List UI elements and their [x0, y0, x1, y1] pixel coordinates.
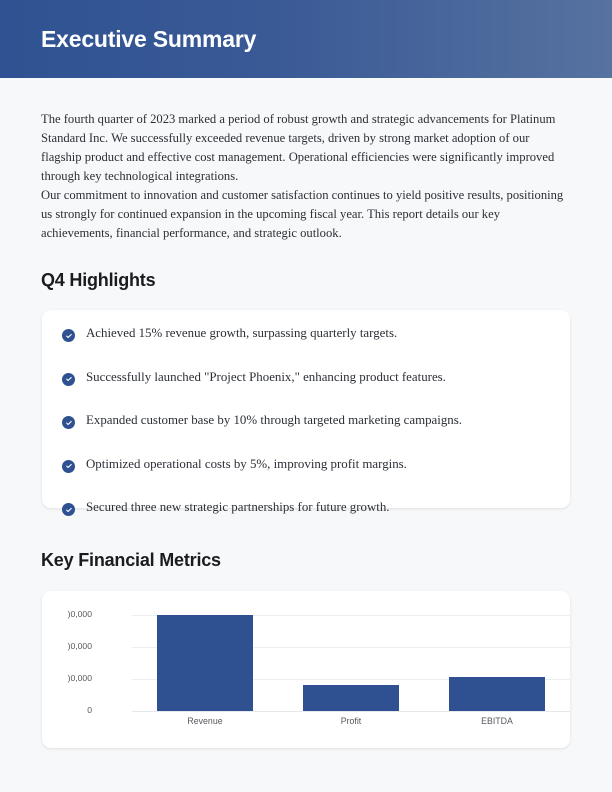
intro-text-block — [41, 110, 573, 243]
chart-baseline — [132, 711, 570, 712]
check-circle-icon — [62, 416, 75, 429]
page-header — [0, 0, 612, 78]
intro-paragraph-1: The fourth quarter of 2023 marked a period of robust growth and strategic advancements for Platinum Standard Inc. We successfully exceeded revenue targets, driven by strong market adoption of our flagship product and effective cost management. Operational efficiencies were significantly improved through key technological integrations. — [41, 112, 556, 183]
list-item-label: Successfully launched "Project Phoenix," enhancing product features. — [86, 369, 446, 384]
list-item — [42, 412, 570, 456]
list-item — [42, 499, 570, 543]
chart-y-tick-label: 0 — [87, 705, 92, 715]
list-item-label: Optimized operational costs by 5%, improving profit margins. — [86, 456, 407, 471]
highlights-list — [42, 325, 570, 543]
page-title: Executive Summary — [41, 25, 257, 52]
chart-x-tick-label: Profit — [340, 716, 362, 726]
chart-bar — [449, 677, 545, 711]
chart-x-tick-label: Revenue — [187, 716, 223, 726]
highlights-heading: Q4 Highlights — [41, 270, 156, 290]
intro-paragraph-2: Our commitment to innovation and customer satisfaction continues to yield positive results, positioning us strongly for continued expansion in the upcoming fiscal year. This report details our key achievements, financial performance, and strategic outlook. — [41, 188, 564, 240]
check-circle-icon — [62, 460, 75, 473]
chart-y-tick-label: )0,000 — [67, 673, 92, 683]
list-item — [42, 325, 570, 369]
chart-x-tick-label: EBITDA — [481, 716, 513, 726]
list-item — [42, 369, 570, 413]
list-item-label: Achieved 15% revenue growth, surpassing quarterly targets. — [86, 326, 398, 340]
list-item-label: Expanded customer base by 10% through targeted marketing campaigns. — [86, 413, 462, 427]
metrics-chart-card — [42, 591, 570, 748]
list-item-label: Secured three new strategic partnerships for future growth. — [86, 500, 390, 514]
chart-y-tick-label: )0,000 — [67, 609, 92, 619]
chart-y-tick-label: )0,000 — [67, 641, 92, 651]
metrics-heading: Key Financial Metrics — [41, 550, 221, 570]
list-item — [42, 456, 570, 500]
check-circle-icon — [62, 503, 75, 516]
check-circle-icon — [62, 373, 75, 386]
chart-bar — [303, 685, 399, 711]
bar-chart — [42, 591, 570, 748]
chart-bar — [157, 615, 253, 711]
check-circle-icon — [62, 329, 75, 342]
